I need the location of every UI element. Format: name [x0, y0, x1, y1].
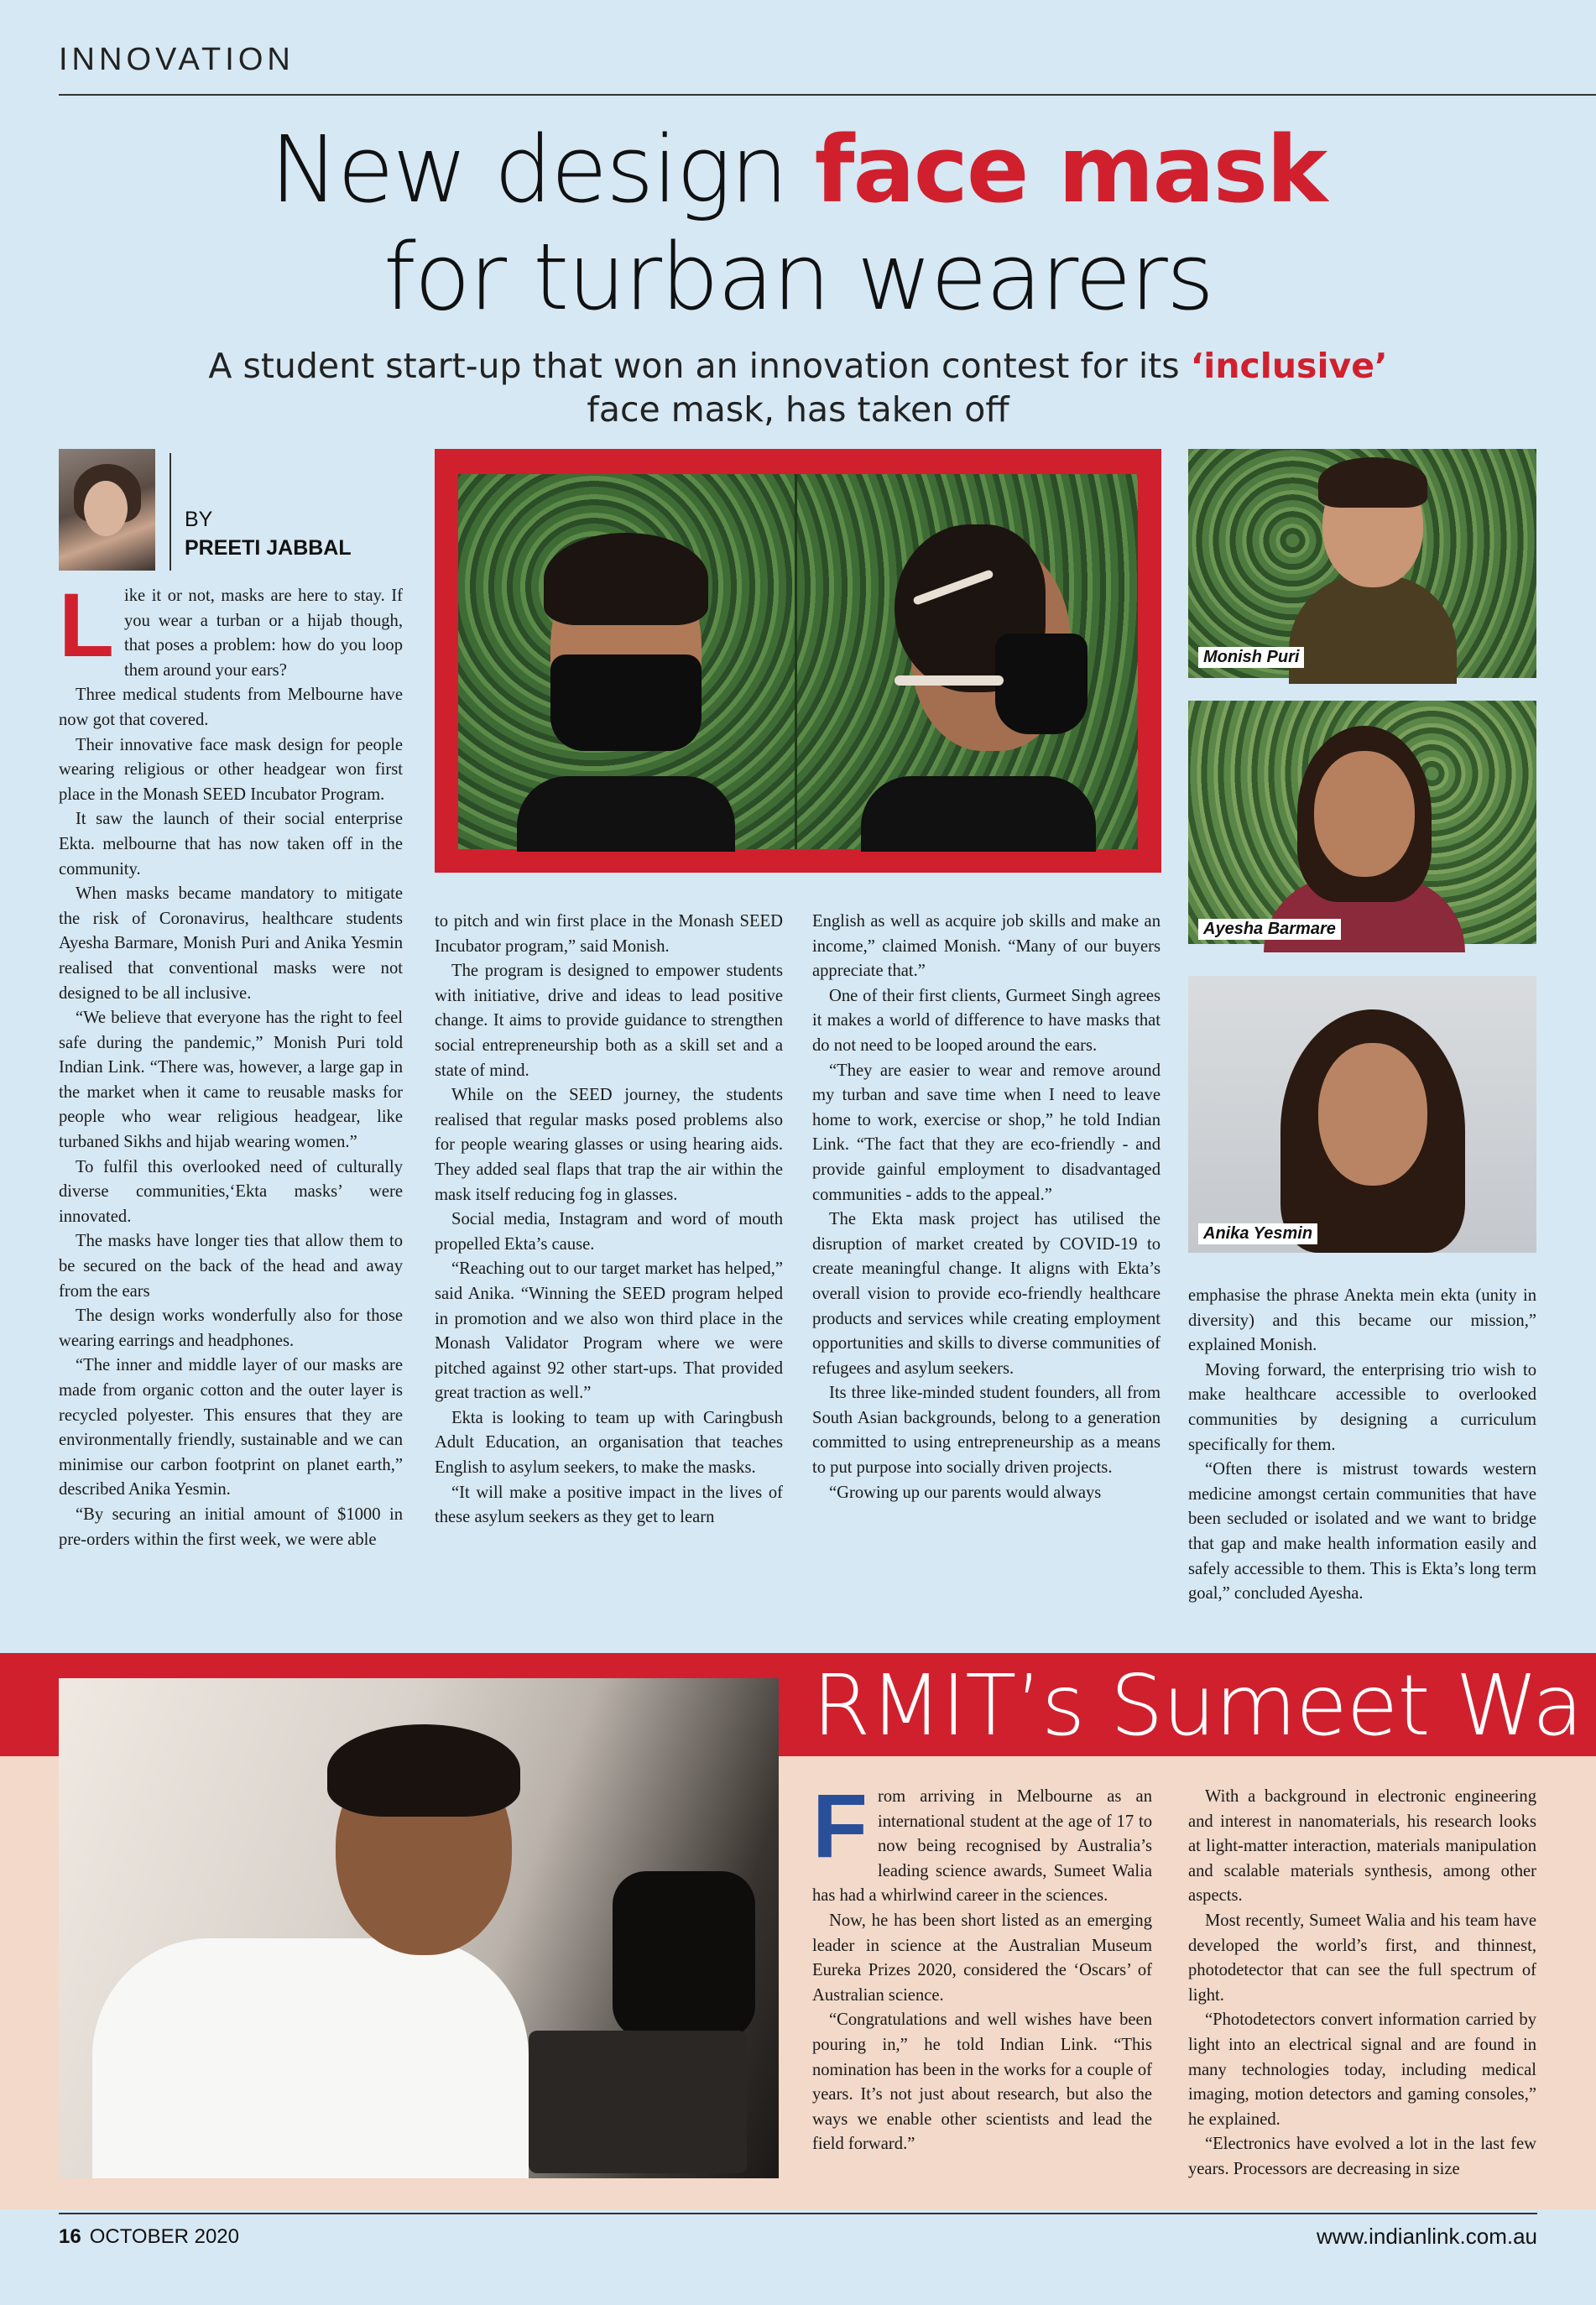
paragraph: “They are easier to wear and remove around my turban and save time when I need to leave home to work, exercise or shop,” he told Indian Link. “The fact that they are eco-friendly - and provide gainful employment to disadvantaged communities - adds to the appeal.” — [812, 1061, 1160, 1204]
subhead-highlight: ‘inclusive’ — [1190, 346, 1388, 386]
paragraph: Three medical students from Melbourne have now got that covered. — [59, 686, 403, 729]
paragraph: “Electronics have evolved a lot in the last few years. Processors are decreasing in size — [1188, 2135, 1536, 2178]
paragraph: “By securing an initial amount of $1000 in pre-orders within the first week, we were able — [59, 1505, 403, 1549]
headline — [0, 116, 1596, 331]
folio — [59, 2225, 239, 2249]
face-mask-front — [550, 654, 702, 751]
byline — [185, 505, 352, 562]
paragraph: “Often there is mistrust towards western medicine amongst certain communities that have been secluded or isolated and we want to bridge that gap and make health information easily and safely accessible to them. This is Ekta’s long term goal,” concluded Ayesha. — [1188, 1460, 1536, 1604]
portrait-ayesha-barmare — [1188, 701, 1536, 944]
author-photo — [59, 449, 155, 571]
rmit-column-2-paragraphs — [1188, 1785, 1536, 2182]
paragraph: rom arriving in Melbourne as an international student at the age of 17 to now being recognised by Australia’s leading science awards, Sumeet Walia has had a whirlwind career in the sciences. — [812, 1787, 1152, 1906]
website-url: www.indianlink.com.au — [1316, 2224, 1537, 2249]
paragraph: When masks became mandatory to mitigate the risk of Coronavirus, healthcare students Ayesha Barmare, Monish Puri and Anika Yesmin realised that conventional masks were not designed to be all inclusive. — [59, 884, 403, 1003]
top-divider — [59, 94, 1596, 96]
headline-highlight: face mask — [814, 116, 1327, 223]
subhead-part-1: A student start-up that won an innovation contest for its — [208, 346, 1191, 386]
rmit-headline: RMIT’s Sumeet Wa — [812, 1656, 1583, 1755]
paragraph: To fulfil this overlooked need of culturally diverse communities,‘Ekta masks’ were innovated. — [59, 1157, 403, 1226]
paragraph: The masks have longer ties that allow them to be secured on the back of the head and away from the ears — [59, 1232, 403, 1301]
paragraph: “We believe that everyone has the right to feel safe during the pandemic,” Monish Puri told Indian Link. “There was, however, a large gap in the market when it came to reusable masks for people who wear religious headgear, like turbaned Sikhs and hijab wearing women.” — [59, 1009, 403, 1152]
paragraph: Most recently, Sumeet Walia and his team have developed the world’s first, and thinnest, photodetector that can see the full spectrum of light. — [1188, 1911, 1536, 2005]
paragraph: Its three like-minded student founders, all from South Asian backgrounds, belong to a generation committed to using entrepreneurship as a means to put purpose into socially driven projects. — [812, 1384, 1160, 1478]
mask-photo — [435, 449, 1161, 873]
paragraph: With a background in electronic engineering and interest in nanomaterials, his research looks at light-matter interaction, materials manipulation and scalable materials synthesis, among other aspects. — [1188, 1787, 1536, 1906]
headline-part-2: for turban wearers — [383, 223, 1213, 331]
paragraph: Social media, Instagram and word of mouth propelled Ekta’s cause. — [435, 1210, 783, 1254]
rmit-column-1 — [812, 1775, 1152, 2157]
paragraph: emphasise the phrase Anekta mein ekta (unity in diversity) and this became our mission,” explained Monish. — [1188, 1286, 1536, 1355]
paragraph: “Congratulations and well wishes have been pouring in,” he told Indian Link. “This nomination has been in the works for a couple of years. It’s not just about research, but also the ways we enable other scientists and lead the field forward.” — [812, 2010, 1152, 2154]
byline-by: BY — [185, 508, 213, 531]
sumeet-lab-photo — [59, 1678, 779, 2178]
paragraph: “The inner and middle layer of our masks are made from organic cotton and the outer layer is recycled polyester. This ensures that they are environmentally friendly, sustainable and we can minimise our carbon footprint on planet earth,” described Anika Yesmin. — [59, 1356, 403, 1499]
page-number: 16 — [59, 2225, 81, 2248]
paragraph: “Growing up our parents would always — [829, 1483, 1102, 1502]
paragraph: While on the SEED journey, the students realised that regular masks posed problems also for people wearing glasses or using hearing aids. They added seal flaps that trap the air within the mask itself reducing fog in glasses. — [435, 1086, 783, 1204]
rmit-column-2 — [1188, 1785, 1536, 2182]
face-mask-side — [995, 634, 1087, 734]
paragraph: English as well as acquire job skills and make an income,” claimed Monish. “Many of our buyers appreciate that.” — [812, 912, 1160, 981]
caption-anika: Anika Yesmin — [1198, 1223, 1317, 1244]
portrait-anika-yesmin — [1188, 976, 1536, 1253]
caption-ayesha: Ayesha Barmare — [1198, 919, 1341, 940]
section-label: INNOVATION — [59, 42, 295, 77]
paragraph: Their innovative face mask design for people wearing religious or other headgear won first place in the Monash SEED Incubator Program. — [59, 735, 403, 804]
paragraph: ike it or not, masks are here to stay. If you wear a turban or a hijab though, that poses a problem: how do you loop them around your ears? — [123, 587, 403, 680]
author-name: PREETI JABBAL — [185, 536, 352, 560]
issue-date: OCTOBER 2020 — [89, 2225, 240, 2248]
column-4-paragraphs — [1188, 1284, 1536, 1607]
portrait-monish-puri — [1188, 449, 1536, 678]
paragraph: “Reaching out to our target market has helped,” said Anika. “Winning the SEED program helped in promotion and we also won third place in the Monash Validator Program where we were pitched against 92 other start-ups. That provided great traction as well.” — [435, 1259, 783, 1403]
article-column-4 — [1188, 1284, 1536, 1607]
paragraph: “It will make a positive impact in the lives of these asylum seekers as they get to learn — [435, 1483, 783, 1527]
drop-cap-f: F — [812, 1775, 868, 1876]
column-1-paragraphs — [59, 574, 403, 1552]
paragraph: “Photodetectors convert information carried by light into an electrical signal and are found in many technologies today, including medical imaging, motion detectors and gaming consoles,” he explained. — [1188, 2010, 1536, 2129]
paragraph: Ekta is looking to team up with Caringbush Adult Education, an organisation that teaches English to asylum seekers, to make the masks. — [435, 1408, 783, 1478]
article-column-2 — [435, 910, 783, 1531]
paragraph: The Ekta mask project has utilised the disruption of market created by COVID-19 to create meaningful change. It aligns with Ekta’s overall vision to provide eco-friendly healthcare products and services while creating employment opportunities and skills to diverse communities of refugees and asylum seekers. — [812, 1210, 1160, 1378]
caption-monish: Monish Puri — [1198, 647, 1304, 668]
headline-part-1: New design — [269, 116, 815, 223]
paragraph: The program is designed to empower students with initiative, drive and ideas to lead positive change. It aims to provide guidance to strengthen social entrepreneurship both as a skill set and a state of mind. — [435, 962, 783, 1080]
paragraph: One of their first clients, Gurmeet Singh agrees it makes a world of difference to have masks that do not need to be looped around the ears. — [812, 986, 1160, 1055]
paragraph: to pitch and win first place in the Monash SEED Incubator program,” said Monish. — [435, 912, 783, 956]
article-column-3 — [812, 910, 1160, 1505]
paragraph: It saw the launch of their social enterprise Ekta. melbourne that has now taken off in the community. — [59, 810, 403, 879]
column-2-paragraphs — [435, 910, 783, 1531]
drop-cap: L — [59, 574, 114, 675]
paragraph: The design works wonderfully also for those wearing earrings and headphones. — [59, 1306, 403, 1350]
article-column-1 — [59, 574, 403, 1552]
byline-divider — [170, 453, 171, 571]
subheadline — [168, 344, 1428, 431]
paragraph: Now, he has been short listed as an emerging leader in science at the Australian Museum Eureka Prizes 2020, considered the ‘Oscars’ of Australian science. — [812, 1911, 1152, 2005]
subhead-part-2: face mask, has taken off — [587, 389, 1009, 430]
paragraph: Moving forward, the enterprising trio wish to make healthcare accessible to overlooked communities by designing a curriculum specifically for them. — [1188, 1360, 1536, 1454]
bottom-divider — [59, 2213, 1537, 2214]
column-3-paragraphs — [812, 910, 1160, 1505]
